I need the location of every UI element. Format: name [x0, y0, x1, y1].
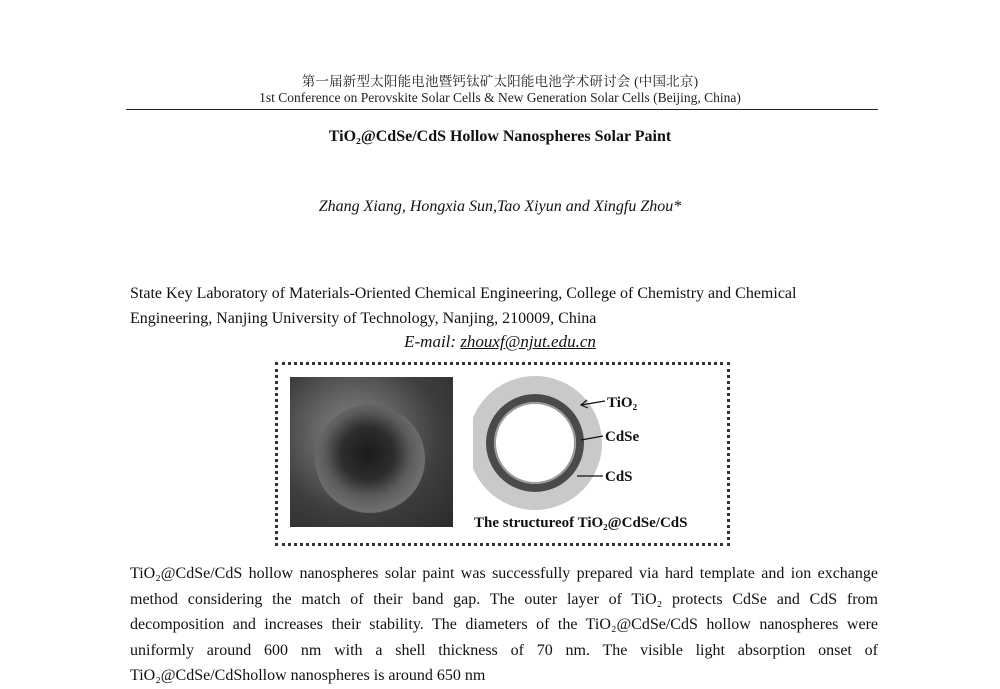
cds-shell-ring [495, 403, 575, 483]
abstract-paragraph: TiO₂@CdSe/CdS hollow nanospheres solar paint was successfully prepared via hard template and ion exchange method considering the match of their band gap. The outer layer of TiO₂ protects CdSe and CdS from decomposition and increases their stability. The diameters of the TiO₂@CdSe/CdS hollow nanospheres were uniformly around 600 nm with a shell thickness of 70 nm. The visible light absorption onset of TiO₂@CdSe/CdShollow nanospheres is around 650 nm [130, 565, 878, 684]
tio2-label: TiO₂ [607, 395, 638, 411]
email-line [0, 332, 1000, 352]
nanosphere-structure-schematic [473, 375, 713, 510]
email-label: E-mail: [404, 332, 457, 351]
header-rule [126, 109, 878, 110]
tem-micrograph-image [290, 377, 453, 527]
graphical-abstract-figure [275, 362, 730, 546]
conference-title-chinese: 第一届新型太阳能电池暨钙钛矿太阳能电池学术研讨会 (中国北京) [301, 74, 699, 89]
hollow-nanosphere-image [315, 405, 425, 513]
email-link[interactable]: zhouxf@njut.edu.cn [460, 332, 596, 351]
affiliation: State Key Laboratory of Materials-Oriented Chemical Engineering, College of Chemistry and Chemical Engineering, Nanjing University of Technology, Nanjing, 210009, China [130, 285, 797, 327]
figure-caption: The structureof TiO₂@CdSe/CdS [474, 515, 688, 531]
cds-label: CdS [605, 469, 633, 485]
conference-title-english: 1st Conference on Perovskite Solar Cells & New Generation Solar Cells (Beijing, China) [259, 90, 741, 105]
cdse-label: CdSe [605, 429, 640, 445]
paper-title: TiO₂@CdSe/CdS Hollow Nanospheres Solar Paint [328, 128, 672, 145]
author-list: Zhang Xiang, Hongxia Sun,Tao Xiyun and Xingfu Zhou* [318, 198, 682, 215]
